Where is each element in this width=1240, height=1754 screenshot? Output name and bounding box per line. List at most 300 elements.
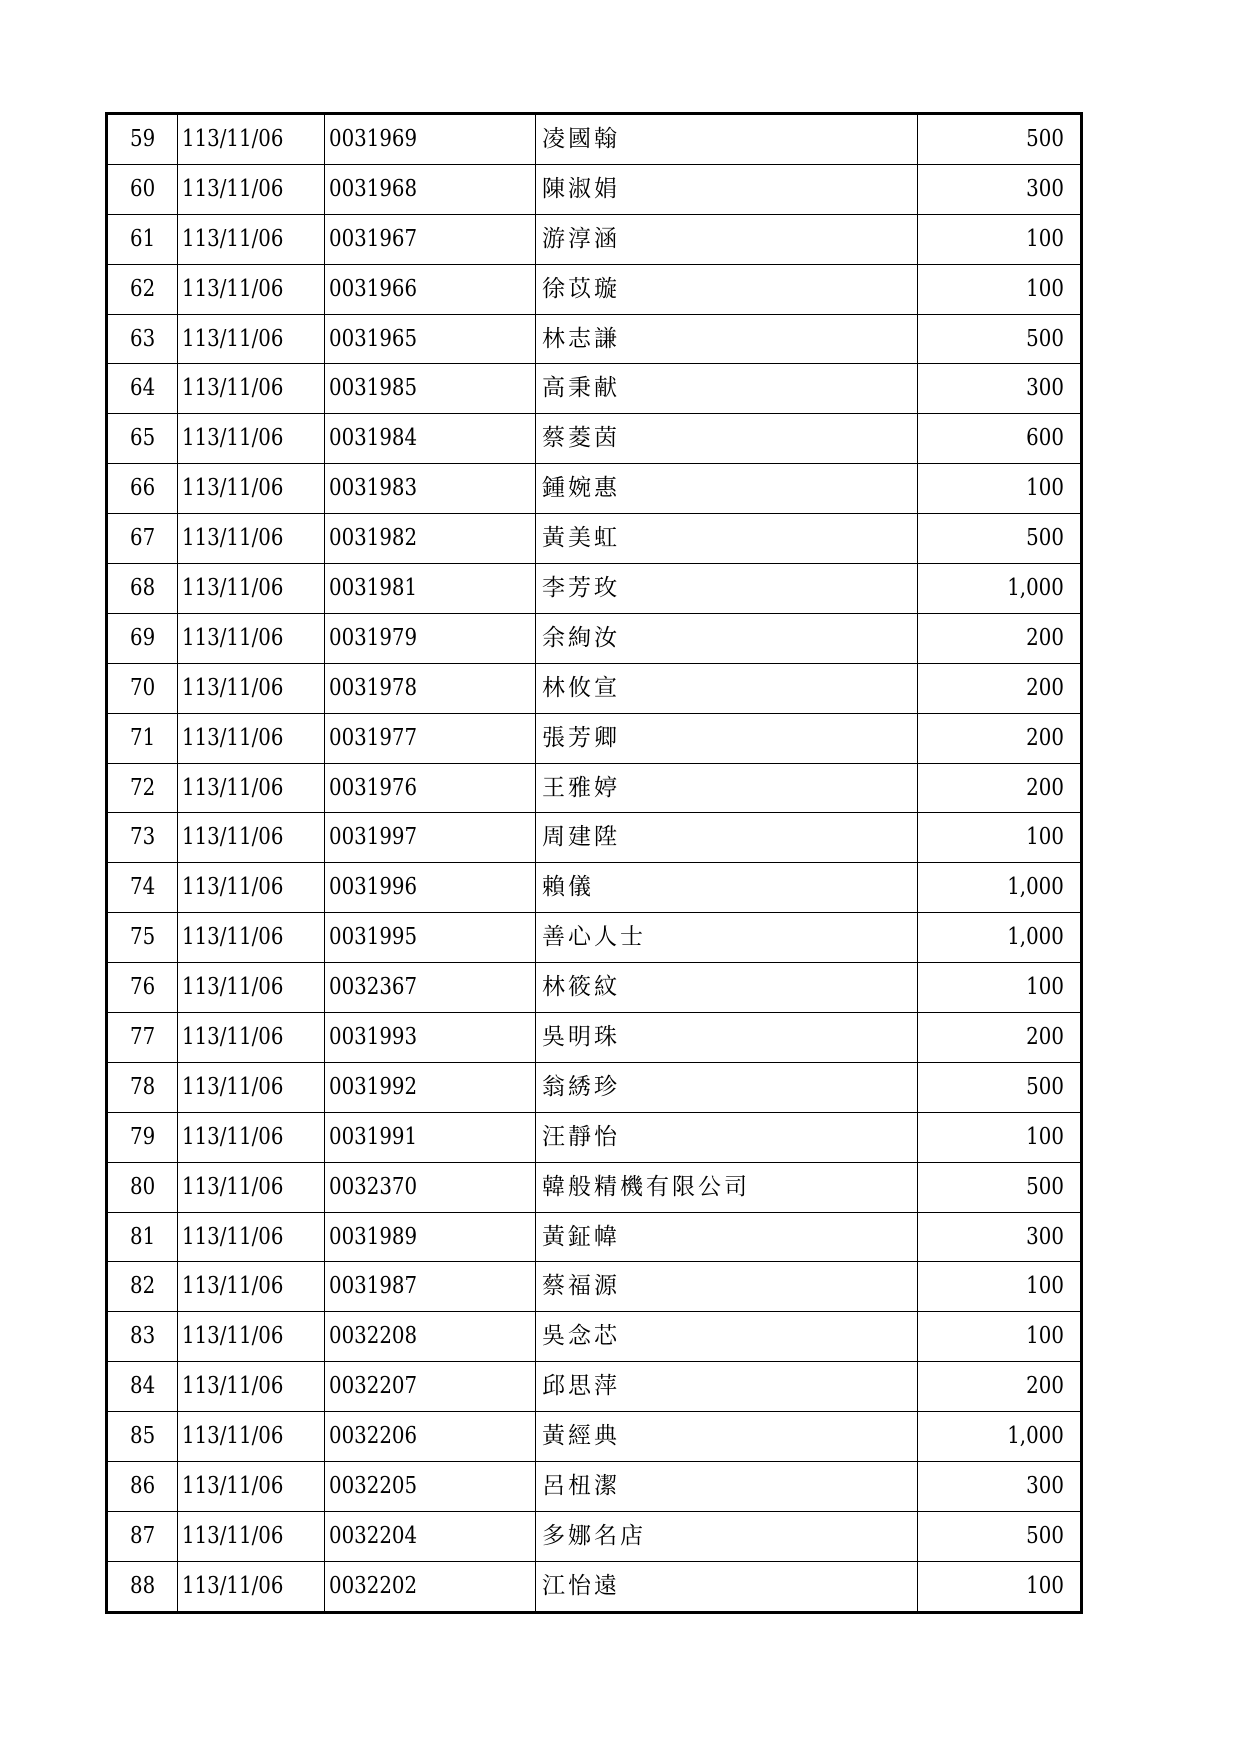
- donation-date: 113/11/06: [182, 475, 284, 502]
- donor-cell: [536, 414, 918, 464]
- row-number-cell: [107, 1112, 178, 1162]
- row-number: 75: [129, 924, 156, 951]
- donor-cell: [536, 364, 918, 414]
- donation-date: 113/11/06: [182, 1423, 284, 1450]
- donor-name: 翁綉珍: [542, 1073, 620, 1100]
- date-cell: [178, 1362, 325, 1412]
- donor-cell: [536, 1511, 918, 1561]
- row-number-cell: [107, 514, 178, 564]
- donor-name: 黃經典: [542, 1423, 620, 1450]
- receipt-cell: [325, 1262, 536, 1312]
- amount-cell: [918, 114, 1082, 165]
- donation-amount: 200: [1026, 774, 1064, 801]
- donor-name: 江怡遠: [542, 1572, 620, 1599]
- row-number: 79: [129, 1123, 156, 1150]
- amount-cell: [918, 414, 1082, 464]
- amount-cell: [918, 863, 1082, 913]
- row-number-cell: [107, 963, 178, 1013]
- date-cell: [178, 1013, 325, 1063]
- date-cell: [178, 414, 325, 464]
- donor-name: 鍾婉惠: [542, 475, 620, 502]
- receipt-cell: [325, 364, 536, 414]
- table-row: [107, 813, 1082, 863]
- receipt-number: 0031982: [329, 525, 418, 552]
- donor-cell: [536, 114, 918, 165]
- donation-date: 113/11/06: [182, 974, 284, 1001]
- amount-cell: [918, 663, 1082, 713]
- donor-cell: [536, 564, 918, 614]
- date-cell: [178, 314, 325, 364]
- amount-cell: [918, 1561, 1082, 1612]
- table-row: [107, 314, 1082, 364]
- amount-cell: [918, 613, 1082, 663]
- table-row: [107, 913, 1082, 963]
- date-cell: [178, 963, 325, 1013]
- date-cell: [178, 1212, 325, 1262]
- amount-cell: [918, 1262, 1082, 1312]
- table-row: [107, 1462, 1082, 1512]
- donor-name: 吳明珠: [542, 1023, 620, 1050]
- row-number: 64: [129, 375, 156, 402]
- date-cell: [178, 114, 325, 165]
- donation-amount: 300: [1026, 375, 1064, 402]
- row-number-cell: [107, 713, 178, 763]
- receipt-cell: [325, 1312, 536, 1362]
- date-cell: [178, 564, 325, 614]
- donor-name: 張芳卿: [542, 724, 620, 751]
- donation-amount: 300: [1026, 175, 1064, 202]
- row-number: 66: [129, 475, 156, 502]
- row-number-cell: [107, 1262, 178, 1312]
- row-number: 60: [129, 175, 156, 202]
- donation-date: 113/11/06: [182, 774, 284, 801]
- donation-date: 113/11/06: [182, 275, 284, 302]
- donation-amount: 100: [1026, 1572, 1064, 1599]
- row-number: 70: [129, 674, 156, 701]
- donation-amount: 100: [1026, 1273, 1064, 1300]
- table-row: [107, 1212, 1082, 1262]
- donor-cell: [536, 464, 918, 514]
- receipt-number: 0031981: [329, 574, 418, 601]
- amount-cell: [918, 564, 1082, 614]
- receipt-number: 0031991: [329, 1123, 418, 1150]
- receipt-number: 0031966: [329, 275, 418, 302]
- donor-name: 高秉献: [542, 375, 620, 402]
- amount-cell: [918, 1412, 1082, 1462]
- donation-amount: 1,000: [1007, 1423, 1064, 1450]
- receipt-number: 0031979: [329, 624, 418, 651]
- table-row: [107, 1511, 1082, 1561]
- row-number-cell: [107, 114, 178, 165]
- receipt-number: 0031989: [329, 1223, 418, 1250]
- row-number: 78: [129, 1073, 156, 1100]
- donor-cell: [536, 1162, 918, 1212]
- receipt-number: 0031977: [329, 724, 418, 751]
- donation-amount: 500: [1026, 1073, 1064, 1100]
- receipt-cell: [325, 514, 536, 564]
- donation-date: 113/11/06: [182, 1123, 284, 1150]
- donation-amount: 500: [1026, 525, 1064, 552]
- date-cell: [178, 364, 325, 414]
- amount-cell: [918, 514, 1082, 564]
- row-number-cell: [107, 913, 178, 963]
- row-number-cell: [107, 364, 178, 414]
- receipt-number: 0032204: [329, 1522, 418, 1549]
- donor-name: 黃鉦幃: [542, 1223, 620, 1250]
- receipt-number: 0031987: [329, 1273, 418, 1300]
- date-cell: [178, 813, 325, 863]
- donation-date: 113/11/06: [182, 1023, 284, 1050]
- donor-cell: [536, 1212, 918, 1262]
- row-number: 61: [129, 225, 156, 252]
- donation-amount: 100: [1026, 225, 1064, 252]
- donor-cell: [536, 314, 918, 364]
- row-number-cell: [107, 1312, 178, 1362]
- table-row: [107, 1112, 1082, 1162]
- row-number: 73: [129, 824, 156, 851]
- row-number-cell: [107, 414, 178, 464]
- donation-amount: 200: [1026, 674, 1064, 701]
- receipt-number: 0032208: [329, 1323, 418, 1350]
- donation-date: 113/11/06: [182, 724, 284, 751]
- table-row: [107, 264, 1082, 314]
- donor-name: 韓般精機有限公司: [542, 1173, 750, 1200]
- table-row: [107, 364, 1082, 414]
- table-row: [107, 1312, 1082, 1362]
- receipt-number: 0031997: [329, 824, 418, 851]
- receipt-cell: [325, 813, 536, 863]
- donation-amount: 200: [1026, 724, 1064, 751]
- receipt-cell: [325, 613, 536, 663]
- receipt-cell: [325, 1412, 536, 1462]
- amount-cell: [918, 364, 1082, 414]
- table-row: [107, 1162, 1082, 1212]
- donation-date: 113/11/06: [182, 175, 284, 202]
- row-number-cell: [107, 1162, 178, 1212]
- donation-date: 113/11/06: [182, 225, 284, 252]
- table-row: [107, 663, 1082, 713]
- amount-cell: [918, 1062, 1082, 1112]
- donation-date: 113/11/06: [182, 1273, 284, 1300]
- donation-amount: 300: [1026, 1472, 1064, 1499]
- donor-name: 呂杻潔: [542, 1472, 620, 1499]
- donation-date: 113/11/06: [182, 624, 284, 651]
- donation-date: 113/11/06: [182, 924, 284, 951]
- row-number-cell: [107, 1511, 178, 1561]
- donation-amount: 1,000: [1007, 574, 1064, 601]
- receipt-number: 0031996: [329, 874, 418, 901]
- row-number: 77: [129, 1023, 156, 1050]
- row-number-cell: [107, 663, 178, 713]
- donor-name: 林筱紋: [542, 974, 620, 1001]
- donor-cell: [536, 264, 918, 314]
- amount-cell: [918, 1013, 1082, 1063]
- receipt-number: 0031992: [329, 1073, 418, 1100]
- date-cell: [178, 1462, 325, 1512]
- amount-cell: [918, 1312, 1082, 1362]
- row-number: 84: [129, 1373, 156, 1400]
- receipt-cell: [325, 763, 536, 813]
- table-row: [107, 863, 1082, 913]
- donor-cell: [536, 1462, 918, 1512]
- receipt-cell: [325, 1561, 536, 1612]
- row-number-cell: [107, 1362, 178, 1412]
- donation-date: 113/11/06: [182, 1373, 284, 1400]
- amount-cell: [918, 713, 1082, 763]
- row-number: 80: [129, 1173, 156, 1200]
- row-number-cell: [107, 1013, 178, 1063]
- donation-amount: 100: [1026, 1323, 1064, 1350]
- donation-amount: 1,000: [1007, 924, 1064, 951]
- receipt-cell: [325, 414, 536, 464]
- row-number-cell: [107, 763, 178, 813]
- donor-cell: [536, 214, 918, 264]
- row-number-cell: [107, 214, 178, 264]
- donor-cell: [536, 1262, 918, 1312]
- receipt-number: 0031965: [329, 325, 418, 352]
- date-cell: [178, 214, 325, 264]
- donation-date: 113/11/06: [182, 1173, 284, 1200]
- receipt-cell: [325, 963, 536, 1013]
- table-row: [107, 514, 1082, 564]
- donation-amount: 100: [1026, 1123, 1064, 1150]
- receipt-number: 0031968: [329, 175, 418, 202]
- donor-cell: [536, 663, 918, 713]
- receipt-cell: [325, 1062, 536, 1112]
- row-number: 87: [129, 1522, 156, 1549]
- donor-name: 陳淑娟: [542, 175, 620, 202]
- date-cell: [178, 1262, 325, 1312]
- receipt-cell: [325, 314, 536, 364]
- amount-cell: [918, 1511, 1082, 1561]
- row-number-cell: [107, 613, 178, 663]
- donation-amount: 200: [1026, 1373, 1064, 1400]
- amount-cell: [918, 314, 1082, 364]
- donor-name: 賴儀: [542, 874, 594, 901]
- donation-table: [105, 112, 1083, 1614]
- date-cell: [178, 1162, 325, 1212]
- receipt-cell: [325, 663, 536, 713]
- amount-cell: [918, 963, 1082, 1013]
- donor-name: 余絢汝: [542, 624, 620, 651]
- donation-date: 113/11/06: [182, 375, 284, 402]
- receipt-number: 0032207: [329, 1373, 418, 1400]
- receipt-number: 0032206: [329, 1423, 418, 1450]
- receipt-number: 0031967: [329, 225, 418, 252]
- row-number-cell: [107, 564, 178, 614]
- donor-name: 徐苡璇: [542, 275, 620, 302]
- table-row: [107, 164, 1082, 214]
- row-number: 69: [129, 624, 156, 651]
- receipt-cell: [325, 264, 536, 314]
- donation-date: 113/11/06: [182, 425, 284, 452]
- date-cell: [178, 763, 325, 813]
- row-number: 74: [129, 874, 156, 901]
- donation-date: 113/11/06: [182, 125, 284, 152]
- donor-cell: [536, 763, 918, 813]
- row-number-cell: [107, 464, 178, 514]
- donor-cell: [536, 514, 918, 564]
- receipt-cell: [325, 1462, 536, 1512]
- donation-amount: 100: [1026, 475, 1064, 502]
- donation-date: 113/11/06: [182, 874, 284, 901]
- row-number: 71: [129, 724, 156, 751]
- amount-cell: [918, 214, 1082, 264]
- donor-name: 游淳涵: [542, 225, 620, 252]
- receipt-number: 0032202: [329, 1572, 418, 1599]
- row-number-cell: [107, 1062, 178, 1112]
- receipt-number: 0032370: [329, 1173, 418, 1200]
- donor-cell: [536, 963, 918, 1013]
- donation-amount: 100: [1026, 974, 1064, 1001]
- donation-date: 113/11/06: [182, 824, 284, 851]
- table-row: [107, 464, 1082, 514]
- date-cell: [178, 514, 325, 564]
- row-number: 62: [129, 275, 156, 302]
- receipt-number: 0031976: [329, 774, 418, 801]
- row-number: 59: [129, 125, 156, 152]
- donation-date: 113/11/06: [182, 1572, 284, 1599]
- amount-cell: [918, 1162, 1082, 1212]
- row-number-cell: [107, 1212, 178, 1262]
- row-number: 85: [129, 1423, 156, 1450]
- donation-amount: 300: [1026, 1223, 1064, 1250]
- amount-cell: [918, 913, 1082, 963]
- donation-table-body: [107, 114, 1082, 1613]
- table-row: [107, 1062, 1082, 1112]
- receipt-number: 0031993: [329, 1023, 418, 1050]
- receipt-cell: [325, 1212, 536, 1262]
- donation-date: 113/11/06: [182, 674, 284, 701]
- donor-name: 蔡福源: [542, 1273, 620, 1300]
- receipt-number: 0031995: [329, 924, 418, 951]
- donor-name: 林志謙: [542, 325, 620, 352]
- donor-name: 王雅婷: [542, 774, 620, 801]
- donor-name: 多娜名店: [542, 1522, 646, 1549]
- receipt-number: 0031969: [329, 125, 418, 152]
- table-row: [107, 963, 1082, 1013]
- row-number: 88: [129, 1572, 156, 1599]
- date-cell: [178, 464, 325, 514]
- table-row: [107, 564, 1082, 614]
- row-number: 68: [129, 574, 156, 601]
- table-row: [107, 1561, 1082, 1612]
- receipt-cell: [325, 863, 536, 913]
- date-cell: [178, 1312, 325, 1362]
- row-number: 86: [129, 1472, 156, 1499]
- table-row: [107, 613, 1082, 663]
- donor-name: 林攸宣: [542, 674, 620, 701]
- receipt-cell: [325, 1362, 536, 1412]
- date-cell: [178, 663, 325, 713]
- date-cell: [178, 713, 325, 763]
- donation-amount: 500: [1026, 325, 1064, 352]
- donation-amount: 200: [1026, 1023, 1064, 1050]
- receipt-number: 0031983: [329, 475, 418, 502]
- table-row: [107, 713, 1082, 763]
- donation-amount: 100: [1026, 275, 1064, 302]
- donor-name: 汪靜怡: [542, 1123, 620, 1150]
- amount-cell: [918, 464, 1082, 514]
- donor-cell: [536, 1561, 918, 1612]
- receipt-number: 0031984: [329, 425, 418, 452]
- donation-date: 113/11/06: [182, 1522, 284, 1549]
- receipt-cell: [325, 1511, 536, 1561]
- row-number-cell: [107, 1412, 178, 1462]
- receipt-number: 0031978: [329, 674, 418, 701]
- table-row: [107, 1412, 1082, 1462]
- date-cell: [178, 613, 325, 663]
- donor-cell: [536, 1013, 918, 1063]
- date-cell: [178, 1112, 325, 1162]
- receipt-cell: [325, 713, 536, 763]
- receipt-cell: [325, 114, 536, 165]
- receipt-cell: [325, 164, 536, 214]
- row-number: 76: [129, 974, 156, 1001]
- date-cell: [178, 1511, 325, 1561]
- donor-cell: [536, 164, 918, 214]
- receipt-cell: [325, 214, 536, 264]
- donor-cell: [536, 1062, 918, 1112]
- receipt-cell: [325, 1112, 536, 1162]
- donation-date: 113/11/06: [182, 1323, 284, 1350]
- date-cell: [178, 1412, 325, 1462]
- table-row: [107, 763, 1082, 813]
- donation-date: 113/11/06: [182, 325, 284, 352]
- receipt-cell: [325, 464, 536, 514]
- donor-name: 善心人士: [542, 924, 646, 951]
- amount-cell: [918, 1462, 1082, 1512]
- donation-amount: 200: [1026, 624, 1064, 651]
- receipt-cell: [325, 564, 536, 614]
- row-number: 83: [129, 1323, 156, 1350]
- receipt-number: 0032367: [329, 974, 418, 1001]
- amount-cell: [918, 763, 1082, 813]
- donor-cell: [536, 1412, 918, 1462]
- row-number: 65: [129, 425, 156, 452]
- donation-date: 113/11/06: [182, 1073, 284, 1100]
- receipt-cell: [325, 913, 536, 963]
- donor-cell: [536, 863, 918, 913]
- row-number: 63: [129, 325, 156, 352]
- receipt-number: 0032205: [329, 1472, 418, 1499]
- donation-amount: 1,000: [1007, 874, 1064, 901]
- donor-name: 邱思萍: [542, 1373, 620, 1400]
- row-number-cell: [107, 314, 178, 364]
- donation-amount: 500: [1026, 1522, 1064, 1549]
- donor-name: 李芳玫: [542, 574, 620, 601]
- donor-cell: [536, 713, 918, 763]
- receipt-cell: [325, 1013, 536, 1063]
- table-row: [107, 214, 1082, 264]
- date-cell: [178, 1062, 325, 1112]
- date-cell: [178, 1561, 325, 1612]
- donor-name: 吳念芯: [542, 1323, 620, 1350]
- row-number-cell: [107, 1561, 178, 1612]
- amount-cell: [918, 1212, 1082, 1262]
- row-number: 82: [129, 1273, 156, 1300]
- date-cell: [178, 264, 325, 314]
- table-row: [107, 1262, 1082, 1312]
- row-number: 81: [129, 1223, 156, 1250]
- date-cell: [178, 913, 325, 963]
- table-row: [107, 1362, 1082, 1412]
- row-number: 72: [129, 774, 156, 801]
- table-row: [107, 414, 1082, 464]
- receipt-cell: [325, 1162, 536, 1212]
- amount-cell: [918, 1112, 1082, 1162]
- donation-amount: 500: [1026, 125, 1064, 152]
